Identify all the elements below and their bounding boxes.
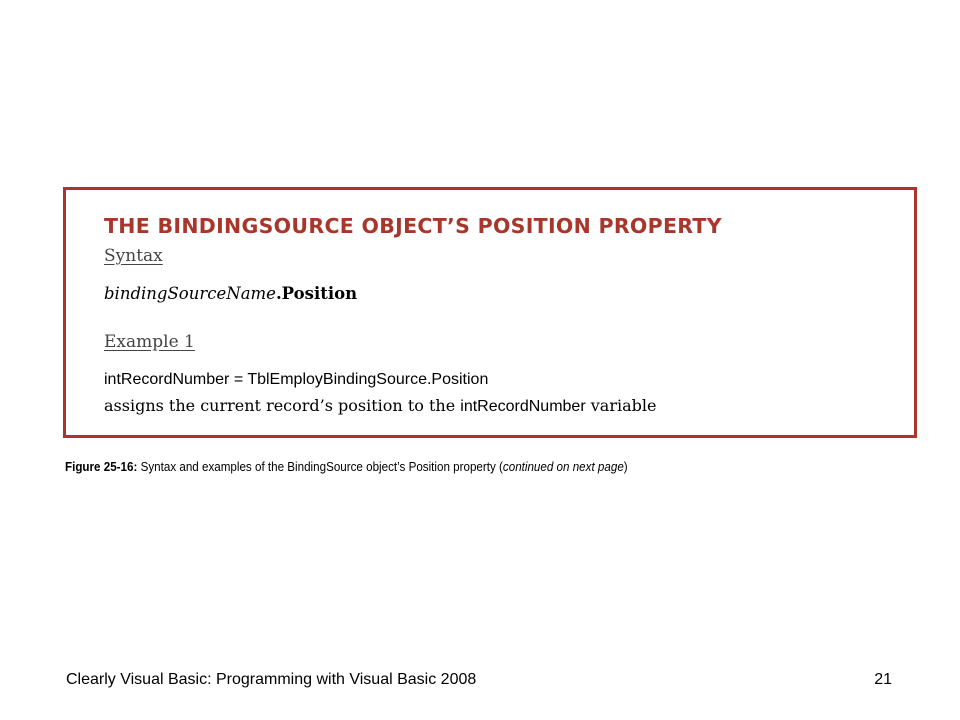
- syntax-keyword: .Position: [275, 284, 358, 303]
- page-number: 21: [874, 671, 892, 688]
- caption-label: Figure 25-16:: [65, 460, 138, 474]
- syntax-parameter: bindingSourceName: [104, 284, 276, 303]
- footer-title: Clearly Visual Basic: Programming with Visual Basic 2008: [66, 671, 477, 688]
- syntax-heading: Syntax: [104, 246, 163, 266]
- figure-box: [63, 187, 917, 438]
- example-description: [104, 396, 656, 416]
- figure-caption: [65, 460, 628, 474]
- example-heading: Example 1: [104, 332, 195, 352]
- example-description-end: variable: [585, 396, 657, 415]
- example-description-text: assigns the current record’s position to the: [104, 396, 461, 415]
- syntax-line: [104, 284, 357, 303]
- caption-text: Syntax and examples of the BindingSource object’s Position property (: [137, 460, 503, 474]
- figure-title: THE BINDINGSOURCE OBJECT’S POSITION PROPERTY: [104, 214, 722, 238]
- example-variable-name: intRecordNumber: [460, 398, 586, 415]
- caption-close: ): [623, 460, 628, 474]
- example-code: intRecordNumber = TblEmployBindingSource.Position: [104, 371, 489, 388]
- caption-continued: continued on next page: [502, 460, 624, 474]
